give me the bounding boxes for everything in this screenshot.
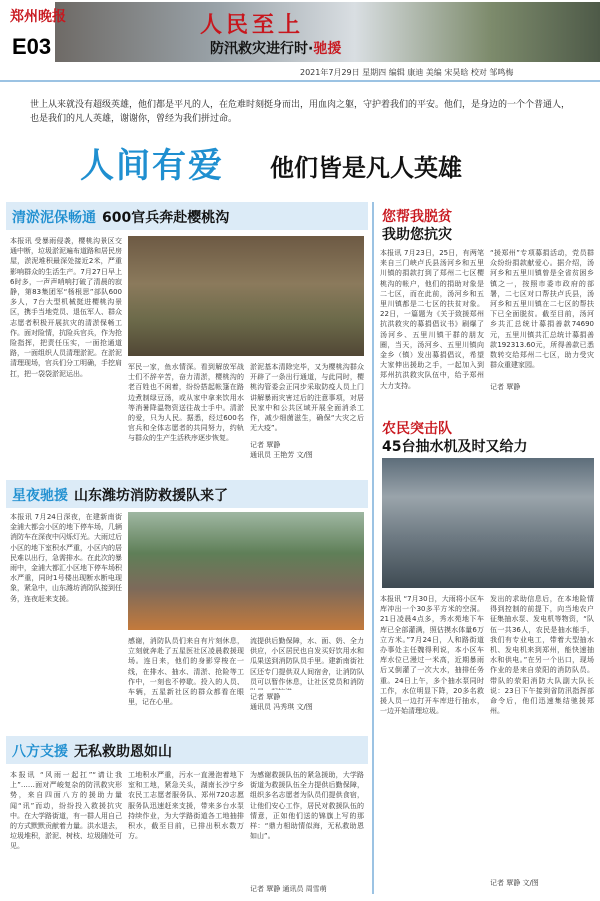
section1-col1: 本报讯 受暴雨侵袭，樱桃沟景区交通中断，垃圾淤泥遍布道路和居民房屋，淤泥堆积最深处接近2米，严重影响群众的生活生产。7月27日早上6时多，一声声哨响打破了清晨的寂静，第83集团军“杨根思”部队600多人，7台大型机械挺进樱桃沟景区，携手当地党员、退伍军人、群众志愿者积极开展抗灾的清淤保畅工作。面对险情，抗险兵官兵，作为抢险指挥，把责任压实，一面抢通道路，一面组织人员清理淤泥。在淤泥清理现场，官兵们分工明确，手挖肩扛，把一袋袋淤泥运出。 (10, 237, 122, 378)
section2-col2: 感谢，消防队员们来自有片刻休息，立刻就奔赴了五星医社区凌晨救援现场。连日来，他们的身影穿梭在一线，在排水、抽水、清淤、抢险等工作中，一刻也不停歇。投入的人员、车辆，五星新社区的群众都看在眼里，记在心里。 (128, 637, 244, 707)
section3-col3: 为感谢救援队伍的紧急援助，大学路街道为救援队伍全力提供后勤保障，组织多名志愿者为队员们提供食宿，让他们安心工作，居民对救援队伍的情意，正如他们送的锦旗上写的那样：“鼎力相助情似海，无私救助恩如山”。 (250, 771, 364, 841)
section1-col3: 淤泥基本清除完毕，又为樱桃沟群众开辟了一条出行通道，与此同时，樱桃沟管委会正同步采取防疫人员上门讲解暴雨灾害过后的注意事项，对居民家中和公共区域开展全面消杀工作，减少细菌滋生，确保“大灾之后无大疫”。 (250, 363, 364, 433)
section1-photo (128, 236, 364, 356)
newspaper-logo: 郑州晚报 (10, 9, 66, 25)
section2-tag: 星夜驰援 (12, 488, 68, 504)
section4-col2: “援郑州”专项募捐活动，党员群众纷纷捐款献爱心。据介绍，汤河乡和五里川镇曾是全省贫困乡镇之一，按照市委市政府的部署，二七区对口帮扶卢氏县，汤河乡和五里川镇在二七区的帮扶下已全面脱贫。截至目前，汤河乡共汇总统计募捐善款74690元，五里川镇共汇总统计募捐善款192313.60元，所得善款已悉数转交给郑州二七区，助力受灾群众重建家园。 (490, 249, 594, 370)
main-title: 人间有爱 (80, 146, 224, 186)
section3-headline: 无私救助恩如山 (74, 744, 172, 760)
section2-col1: 本报讯 7月24日深夜，在建新南街金浦大都会小区的地下停车场，几辆消防车在深夜中闪烁灯光。大雨过后小区的地下室积水严重，小区内的居民难以出行，急需排水。在此次的暴雨中，金浦大都汇小区地下停车场积水严重，同时1号楼出现断水断电现象，紧急中，山东潍坊消防队接到任务，连夜赶来支援。 (10, 513, 122, 603)
section1-col2: 军民一家，鱼水情深。看到解放军战士们不辞辛苦，奋力清淤，樱桃沟的老百姓也不闲着，纷纷搭起帐篷在路边煮制绿豆汤，或从家中拿来饮用水等消暑降温物资送往战士手中。清淤的爱，只为人民。据悉，经过600名官兵和全体志愿者的共同努力，约轨与群众的生产生活秩序逐步恢复。 (128, 363, 244, 443)
main-subtitle: 他们皆是凡人英雄 (270, 154, 462, 182)
section5-byline: 记者 覃静 文/图 (490, 879, 539, 887)
section4-headline: 我助您抗灾 (382, 227, 452, 243)
section2-byline: 记者 覃静 通讯员 冯秀琪 文/图 (250, 693, 313, 711)
section1-header (12, 207, 229, 227)
section3-col1: 本报讯 “风雨一起扛”“请让我上”……面对严峻复杂的防汛救灾形势，来自四面八方的援助力量闻“讯”而动，纷纷投入救援抗灾中。在大学路街道，有一群人用自己的方式默默贡献着力量。洪水退去，垃圾堆积，淤泥、树枝、垃圾随处可见。 (10, 771, 122, 851)
header-subtitle (210, 38, 341, 58)
section3-col2: 工地积水严重，污水一直漫泡着地下室和工地，紧急关头，湖南长沙宁乡农民工志愿者服务队、郑州720志愿服务队迅速赶来支援，带来多台水泵持续作业，为大学路街道各工地抽排积水，截至目前，已排出积水数万方。 (128, 771, 244, 841)
header-sub-prefix: 防汛救灾进行时 (210, 41, 308, 57)
section5-photo (382, 458, 594, 588)
section2-photo (128, 512, 364, 630)
section5-col2: 发出的求助信息后，在本地险情得到控制的前提下，向当地农户征集抽水泵、发电机等物资，“队伍一共36人，农民是抽水能手，我们有专业电工，带着大型抽水机、发电机来到郑州，能快速抽水和供电。”在另一个出口，现场作业的是来自荥阳的消防队员。带队的荥阳消防大队副大队长说：23日下午接到省防汛指挥部命令后，他们迅速集结驰援郑州。 (490, 595, 594, 716)
section5-headline: 45台抽水机及时又给力 (382, 439, 528, 455)
section2-header (12, 485, 228, 505)
header-sub-sep: · (308, 41, 314, 57)
section4-tag: 您帮我脱贫 (382, 209, 452, 225)
intro-paragraph: 世上从来就没有超级英雄，他们都是平凡的人，在危难时刻挺身而出，用血肉之躯，守护着我们的平安。他们，是身边的一个个普通人，也是我们的凡人英雄，谢谢你，曾经为我们拼过命。 (30, 100, 571, 124)
page-number: E03 (12, 34, 52, 59)
section5-col1: 本报讯 “7月30日，大雨将小区车库冲出一个30多平方米的空洞。21日凌晨4点多，秀水苑地下车库已全部灌满，照估摸水体量6万立方米。”7月24日，人和路街道办事处主任魏得利说，本小区车库水位已漫过一米高，近期暴雨后又倒灌了一次大水，抽排任务重。24日上午，多个抽水泵同时工作，水位明显下降，20多名救援人员一边打开车库进行抽水，一边开始清理垃圾。 (380, 595, 484, 716)
section3-header (12, 741, 172, 761)
section1-headline: 600官兵奔赴樱桃沟 (102, 210, 230, 226)
section3-tag: 八方支援 (12, 744, 68, 760)
section3-byline: 记者 覃静 通讯员 周雪萌 (250, 885, 327, 893)
section2-col3: 流提供后勤保障，水、面、奶、全力供应，小区居民也自发买好饮用水和瓜果送到消防队员手里。建新南街社区还专门提供双人间宿舍，让消防队员可以暂作休息，让社区党员和消防 (250, 637, 364, 686)
section4-byline: 记者 覃静 (490, 383, 521, 391)
header-sub-tag: 驰援 (313, 41, 342, 57)
section1-tag: 清淤泥保畅通 (12, 210, 96, 226)
header-divider (0, 80, 600, 82)
section2-headline: 山东潍坊消防救援队来了 (74, 488, 228, 504)
section5-tag: 农民突击队 (382, 421, 452, 437)
date-line: 2021年7月29日 星期四 编辑 康迪 美编 宋昊晗 校对 邹鸣梅 (300, 68, 514, 77)
header-title: 人民至上 (200, 12, 305, 38)
column-divider (372, 202, 374, 894)
section1-byline: 记者 覃静 通讯员 王艳芳 文/图 (250, 441, 313, 459)
section4-col1: 本报讯 7月23日，25日，有两笔来自三门峡卢氏县汤河乡和五里川镇的捐款打到了郑州二七区樱桃沟的帐户，他们的捐助对象是二七区，而在此前，汤河乡和五里川镇都是二七区的扶贫对象。22日，一篇题为《关于致援郑州抗洪救灾的募捐倡议书》刷爆了汤河乡、五里川镇干群的朋友圈，当天，汤河乡、五里川镇向金乡（镇）发出募捐倡议，希望大家伸出援助之手，一起加入到郑州抗洪救灾队伍中，给予郑州大力支持。 (380, 249, 484, 390)
